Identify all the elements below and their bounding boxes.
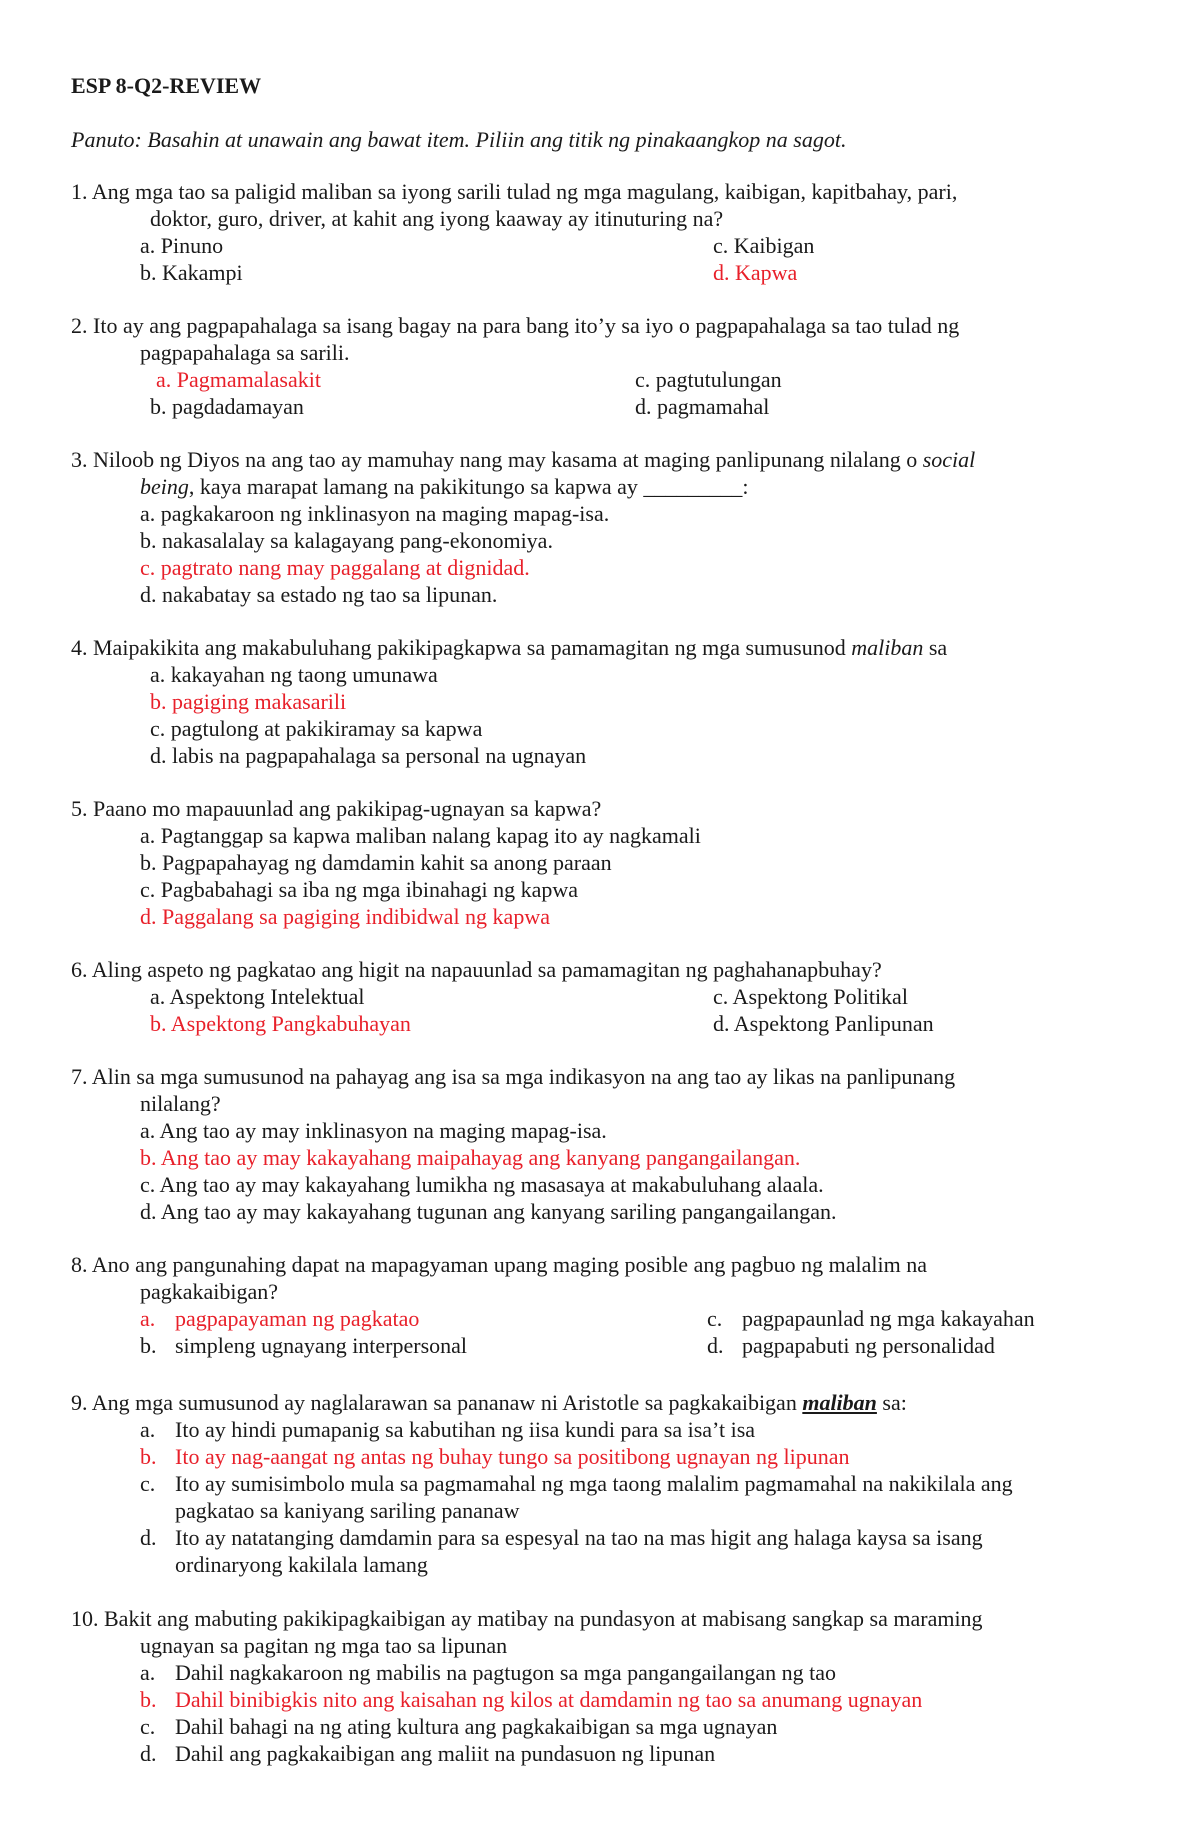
question-1-stem: 1. Ang mga tao sa paligid maliban sa iyong sarili tulad ng mga magulang, kaibigan, kapitbahay, pari,: [71, 179, 958, 204]
question-5-option-a: a. Pagtanggap sa kapwa maliban nalang kapag ito ay nagkamali: [140, 823, 701, 848]
question-8-option-b-letter: b.: [140, 1333, 157, 1358]
question-8-stem-cont: pagkakaibigan?: [140, 1279, 279, 1304]
question-5-option-b: b. Pagpapahayag ng damdamin kahit sa anong paraan: [140, 850, 612, 875]
question-8-stem: 8. Ano ang pangunahing dapat na mapagyaman upang maging posible ang pagbuo ng malalim na: [71, 1252, 927, 1277]
question-10-option-c-letter: c.: [140, 1714, 156, 1739]
question-10-option-d: Dahil ang pagkakaibigan ang maliit na pundasuon ng lipunan: [175, 1741, 716, 1766]
question-5-option-d: d. Paggalang sa pagiging indibidwal ng kapwa: [140, 904, 550, 929]
question-10-option-d-letter: d.: [140, 1741, 157, 1766]
question-7-option-a: a. Ang tao ay may inklinasyon na maging mapag-isa.: [140, 1118, 607, 1143]
question-4-stem-post: sa: [923, 635, 948, 660]
question-5-option-c: c. Pagbabahagi sa iba ng mga ibinahagi ng kapwa: [140, 877, 579, 902]
instructions: Panuto: Basahin at unawain ang bawat item. Piliin ang titik ng pinakaangkop na sagot.: [71, 127, 847, 152]
question-10-option-a-letter: a.: [140, 1660, 156, 1685]
question-7-stem-cont: nilalang?: [140, 1091, 221, 1116]
question-3-stem-rest: , kaya marapat lamang na pakikitungo sa kapwa ay _________:: [188, 474, 749, 499]
question-5-stem: 5. Paano mo mapauunlad ang pakikipag-ugnayan sa kapwa?: [71, 796, 602, 821]
question-1-option-b: b. Kakampi: [140, 260, 243, 285]
question-3-stem-italic: social: [922, 447, 976, 472]
question-6-option-a: a. Aspektong Intelektual: [150, 984, 365, 1009]
question-6-stem: 6. Aling aspeto ng pagkatao ang higit na napauunlad sa pamamagitan ng paghahanapbuhay?: [71, 957, 882, 982]
question-3-option-a: a. pagkakaroon ng inklinasyon na maging mapag-isa.: [140, 501, 610, 526]
question-3-stem-cont: [140, 473, 749, 500]
question-1-option-c: c. Kaibigan: [713, 233, 815, 258]
question-8-option-a: pagpapayaman ng pagkatao: [175, 1306, 420, 1331]
question-1-option-a: a. Pinuno: [140, 233, 224, 258]
question-7-stem: 7. Alin sa mga sumusunod na pahayag ang isa sa mga indikasyon na ang tao ay likas na panlipunang: [71, 1064, 956, 1089]
question-9-option-b: Ito ay nag-aangat ng antas ng buhay tungo sa positibong ugnayan ng lipunan: [175, 1444, 850, 1469]
question-4-stem: [71, 634, 947, 661]
question-10-option-b-letter: b.: [140, 1687, 157, 1712]
question-2-stem-cont: pagpapahalaga sa sarili.: [140, 340, 350, 365]
question-3-option-d: d. nakabatay sa estado ng tao sa lipunan.: [140, 582, 498, 607]
question-9-stem: [71, 1389, 907, 1416]
question-6-option-d: d. Aspektong Panlipunan: [713, 1011, 934, 1036]
question-10-option-b: Dahil binibigkis nito ang kaisahan ng kilos at damdamin ng tao sa anumang ugnayan: [175, 1687, 923, 1712]
question-3-option-c: c. pagtrato nang may paggalang at dignidad.: [140, 555, 530, 580]
question-9-option-d: Ito ay natatanging damdamin para sa espesyal na tao na mas higit ang halaga kaysa sa isang: [175, 1525, 983, 1550]
question-9-option-c-cont: pagkatao sa kaniyang sariling pananaw: [175, 1498, 520, 1523]
question-8-option-a-letter: a.: [140, 1306, 156, 1331]
question-1-option-d: d. Kapwa: [713, 260, 798, 285]
question-3-option-b: b. nakasalalay sa kalagayang pang-ekonomiya.: [140, 528, 553, 553]
question-8-option-d-letter: d.: [707, 1333, 724, 1358]
question-2-option-b: b. pagdadamayan: [150, 394, 304, 419]
question-4-option-b: b. pagiging makasarili: [150, 689, 347, 714]
question-9-stem-post: sa:: [876, 1390, 907, 1415]
question-7-option-b: b. Ang tao ay may kakayahang maipahayag ang kanyang pangangailangan.: [140, 1145, 801, 1170]
question-10-stem-cont: ugnayan sa pagitan ng mga tao sa lipunan: [140, 1633, 508, 1658]
question-9-option-d-letter: d.: [140, 1525, 157, 1550]
question-9-stem-emphasis: maliban: [802, 1390, 877, 1415]
question-2-option-a: a. Pagmamalasakit: [156, 367, 321, 392]
question-8-option-d: pagpapabuti ng personalidad: [742, 1333, 995, 1358]
question-2-stem: 2. Ito ay ang pagpapahalaga sa isang bagay na para bang ito’y sa iyo o pagpapahalaga sa tao tulad ng: [71, 313, 960, 338]
question-9-option-c-letter: c.: [140, 1471, 156, 1496]
question-4-stem-text: 4. Maipakikita ang makabuluhang pakikipagkapwa sa pamamagitan ng mga sumusunod: [71, 635, 852, 660]
page-title: ESP 8-Q2-REVIEW: [71, 73, 262, 98]
question-8-option-c-letter: c.: [707, 1306, 723, 1331]
question-7-option-c: c. Ang tao ay may kakayahang lumikha ng masasaya at makabuluhang alaala.: [140, 1172, 824, 1197]
question-9-option-b-letter: b.: [140, 1444, 157, 1469]
question-8-option-b: simpleng ugnayang interpersonal: [175, 1333, 468, 1358]
question-2-option-c: c. pagtutulungan: [635, 367, 782, 392]
question-4-stem-italic: maliban: [851, 635, 924, 660]
question-10-option-a: Dahil nagkakaroon ng mabilis na pagtugon sa mga pangangailangan ng tao: [175, 1660, 837, 1685]
question-10-option-c: Dahil bahagi na ng ating kultura ang pagkakaibigan sa mga ugnayan: [175, 1714, 778, 1739]
question-6-option-c: c. Aspektong Politikal: [713, 984, 908, 1009]
question-2-option-d: d. pagmamahal: [635, 394, 770, 419]
question-9-stem-text: 9. Ang mga sumusunod ay naglalarawan sa pananaw ni Aristotle sa pagkakaibigan: [71, 1390, 803, 1415]
question-7-option-d: d. Ang tao ay may kakayahang tugunan ang kanyang sariling pangangailangan.: [140, 1199, 837, 1224]
question-4-option-c: c. pagtulong at pakikiramay sa kapwa: [150, 716, 483, 741]
question-6-option-b: b. Aspektong Pangkabuhayan: [150, 1011, 411, 1036]
question-3-stem-italic-2: being: [140, 474, 189, 499]
question-4-option-d: d. labis na pagpapahalaga sa personal na ugnayan: [150, 743, 587, 768]
question-8-option-c: pagpapaunlad ng mga kakayahan: [742, 1306, 1035, 1331]
question-10-stem: 10. Bakit ang mabuting pakikipagkaibigan ay matibay na pundasyon at mabisang sangkap sa maraming: [71, 1606, 983, 1631]
question-4-option-a: a. kakayahan ng taong umunawa: [150, 662, 438, 687]
question-1-stem-cont: doktor, guro, driver, at kahit ang iyong kaaway ay itinuturing na?: [150, 206, 724, 231]
question-9-option-c: Ito ay sumisimbolo mula sa pagmamahal ng mga taong malalim pagmamahal na nakikilala ang: [175, 1471, 1013, 1496]
question-9-option-a: Ito ay hindi pumapanig sa kabutihan ng iisa kundi para sa isa’t isa: [175, 1417, 756, 1442]
question-3-stem: [71, 446, 975, 473]
question-9-option-d-cont: ordinaryong kakilala lamang: [175, 1552, 428, 1577]
question-3-stem-text: 3. Niloob ng Diyos na ang tao ay mamuhay nang may kasama at maging panlipunang nilalang o: [71, 447, 923, 472]
question-9-option-a-letter: a.: [140, 1417, 156, 1442]
